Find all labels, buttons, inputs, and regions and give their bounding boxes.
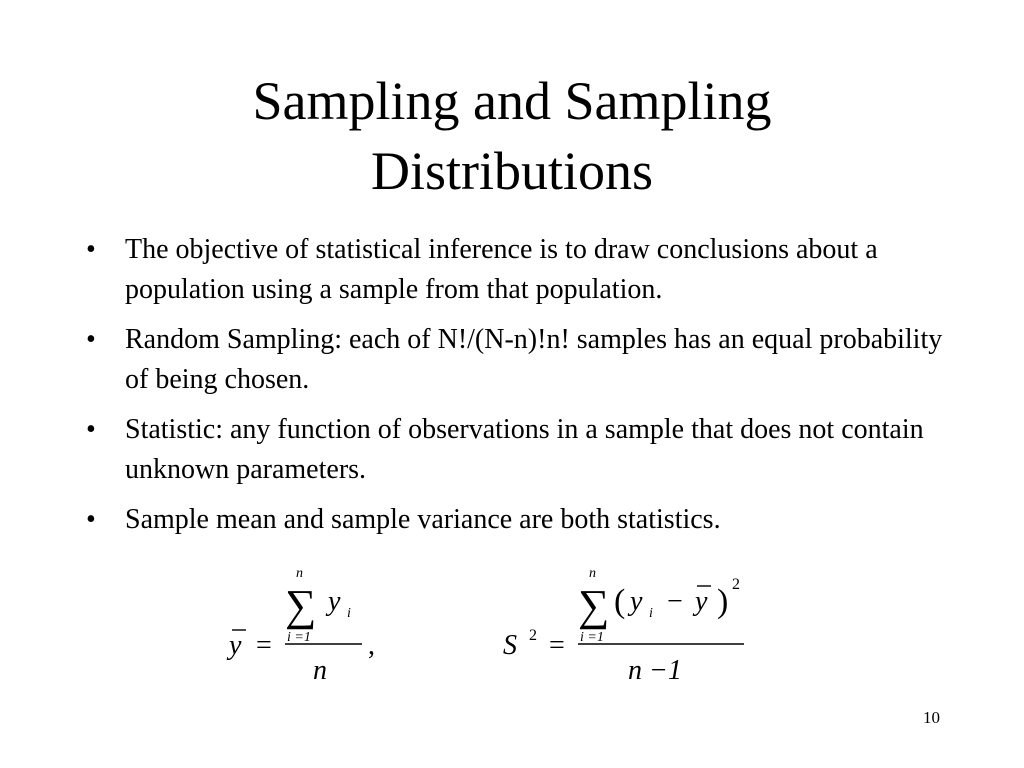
mean-lhs-variable: y [229, 630, 242, 661]
variance-summand: y [630, 586, 643, 617]
variance-sum-symbol: ∑ [578, 581, 610, 630]
bullet-text: Statistic: any function of observations in a sample that does not contain unknown parameters. [125, 414, 924, 485]
mean-lower-limit: i =1 [287, 630, 311, 645]
mean-summand: y [328, 586, 341, 617]
variance-lhs-variable: S [503, 630, 517, 661]
bullet-item [84, 500, 964, 540]
sample-mean-formula [226, 566, 375, 686]
mean-upper-limit: n [296, 566, 303, 581]
variance-lower-limit: i =1 [580, 630, 604, 645]
page-number: 10 [923, 708, 940, 727]
bullet-glyph: • [86, 414, 96, 445]
slide-title-line-1: Sampling and Sampling [252, 71, 772, 131]
variance-lhs-superscript: 2 [529, 627, 537, 644]
variance-minus-sign: − [667, 586, 683, 617]
bullet-text: The objective of statistical inference is to draw conclusions about a population using a sample from that population. [125, 234, 878, 305]
bullet-glyph: • [86, 324, 96, 355]
bullet-item [84, 410, 964, 490]
mean-trailing-comma: , [368, 630, 375, 661]
bullet-glyph: • [86, 504, 96, 535]
variance-exponent: 2 [732, 576, 740, 593]
variance-upper-limit: n [589, 566, 596, 581]
bullet-text: Random Sampling: each of N!/(N-n)!n! samples has an equal probability of being chosen. [125, 324, 943, 395]
variance-denominator: n −1 [628, 655, 682, 686]
mean-denominator: n [313, 655, 327, 686]
bullet-list [84, 230, 964, 550]
mean-subscript: i [347, 606, 351, 621]
mean-sum-symbol: ∑ [285, 581, 317, 630]
variance-equals-sign: = [549, 630, 565, 661]
variance-mean-symbol: y [695, 586, 708, 617]
bullet-glyph: • [86, 234, 96, 265]
variance-close-paren: ) [717, 583, 729, 620]
slide-title [0, 66, 1024, 206]
mean-equals-sign: = [256, 630, 272, 661]
bullet-item [84, 230, 964, 310]
bullet-text: Sample mean and sample variance are both statistics. [125, 504, 721, 535]
sample-variance-formula [503, 566, 744, 686]
variance-open-paren: ( [614, 583, 626, 620]
bullet-item [84, 320, 964, 400]
variance-subscript: i [649, 606, 653, 621]
slide-title-line-2: Distributions [370, 141, 654, 201]
